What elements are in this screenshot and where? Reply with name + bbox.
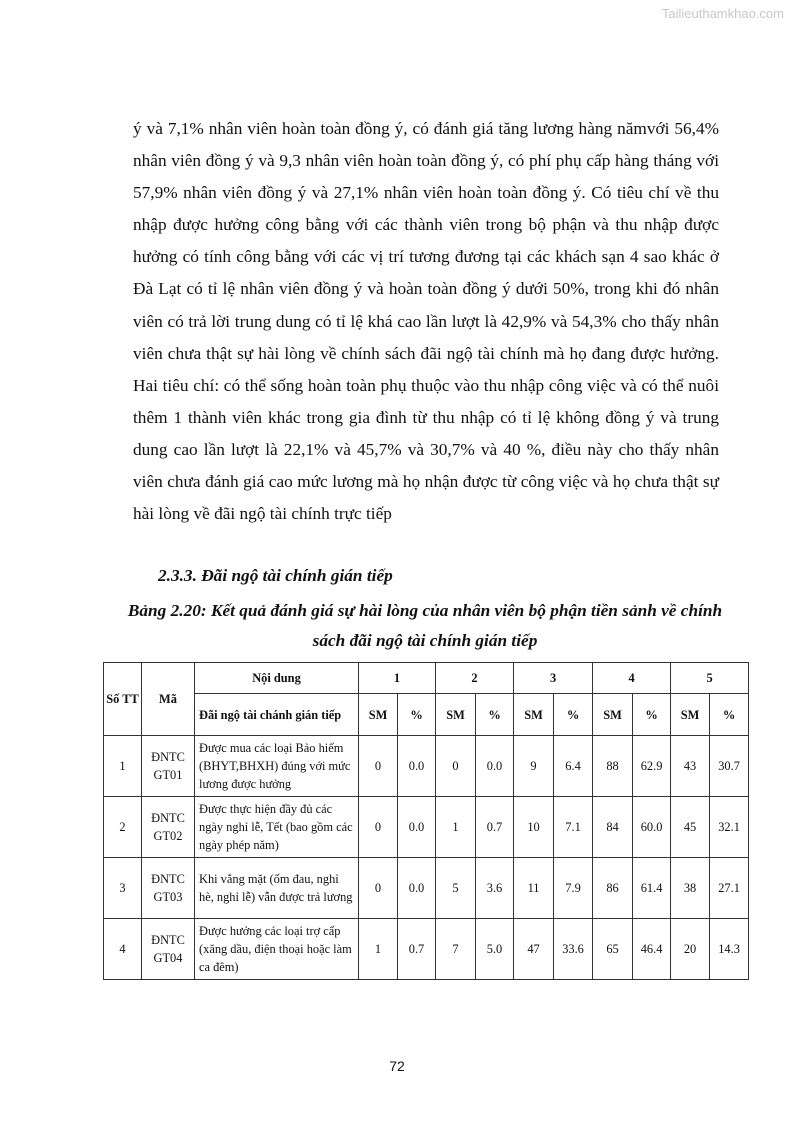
header-pct: % xyxy=(710,694,749,736)
table-subheader-row xyxy=(104,694,749,736)
cell-pct: 7.1 xyxy=(554,797,593,858)
cell-pct: 32.1 xyxy=(710,797,749,858)
table-body xyxy=(104,663,749,980)
cell-pct: 30.7 xyxy=(710,736,749,797)
cell-pct: 27.1 xyxy=(710,858,749,919)
header-level: 1 xyxy=(359,663,436,694)
table-row xyxy=(104,797,749,858)
header-sm: SM xyxy=(514,694,554,736)
table-row xyxy=(104,919,749,980)
cell-ma: ĐNTC GT03 xyxy=(142,858,195,919)
header-pct: % xyxy=(554,694,593,736)
header-pct: % xyxy=(476,694,514,736)
header-sm: SM xyxy=(436,694,476,736)
cell-sm: 5 xyxy=(436,858,476,919)
watermark: Tailieuthamkhao.com xyxy=(661,6,784,21)
table-row xyxy=(104,736,749,797)
header-stt: Số TT xyxy=(104,663,142,736)
header-sm: SM xyxy=(671,694,710,736)
header-noidung: Nội dung xyxy=(195,663,359,694)
cell-pct: 0.7 xyxy=(398,919,436,980)
cell-pct: 14.3 xyxy=(710,919,749,980)
table-header-row xyxy=(104,663,749,694)
cell-pct: 0.0 xyxy=(398,797,436,858)
header-pct: % xyxy=(633,694,671,736)
cell-sm: 0 xyxy=(436,736,476,797)
cell-pct: 0.0 xyxy=(398,858,436,919)
cell-sm: 1 xyxy=(359,919,398,980)
results-table xyxy=(103,662,749,980)
cell-pct: 61.4 xyxy=(633,858,671,919)
cell-sm: 88 xyxy=(593,736,633,797)
cell-sm: 45 xyxy=(671,797,710,858)
cell-pct: 3.6 xyxy=(476,858,514,919)
header-pct: % xyxy=(398,694,436,736)
body-paragraph: ý và 7,1% nhân viên hoàn toàn đồng ý, có đánh giá tăng lương hàng nămvới 56,4% nhân viên đồng ý và 9,3 nhân viên hoàn toàn đồng ý, có phí phụ cấp hàng tháng với 57,9% nhân viên đồng ý và 27,1% nhân viên hoàn toàn đồng ý. Có tiêu chí về thu nhập được hưởng công bằng với các thành viên trong bộ phận và thu nhập được hưởng có tính công bằng với các vị trí tương đương tại các khách sạn 4 sao khác ở Đà Lạt có tỉ lệ nhân viên đồng ý và hoàn toàn đồng ý dưới 50%, trong khi đó nhân viên có trả lời trung dung có tỉ lệ khá cao lần lượt là 42,9% và 54,3% cho thấy nhân viên chưa thật sự hài lòng về chính sách đãi ngộ tài chính mà họ đang được hưởng. Hai tiêu chí: có thể sống hoàn toàn phụ thuộc vào thu nhập công việc và có thể nuôi thêm 1 thành viên khác trong gia đình từ thu nhập có tỉ lệ không đồng ý và trung dung cao lần lượt là 22,1% và 45,7% và 30,7% và 40 %, điều này cho thấy nhân viên chưa đánh giá cao mức lương mà họ nhận được từ công việc và họ chưa thật sự hài lòng về đãi ngộ tài chính trực tiếp xyxy=(133,119,719,524)
cell-pct: 0.0 xyxy=(476,736,514,797)
cell-sm: 47 xyxy=(514,919,554,980)
cell-content: Được mua các loại Bảo hiểm (BHYT,BHXH) đúng với mức lương được hưởng xyxy=(195,736,359,797)
cell-pct: 6.4 xyxy=(554,736,593,797)
cell-ma: ĐNTC GT02 xyxy=(142,797,195,858)
section-heading: 2.3.3. Đãi ngộ tài chính gián tiếp xyxy=(158,566,393,585)
header-ma: Mã xyxy=(142,663,195,736)
header-level: 2 xyxy=(436,663,514,694)
cell-stt: 1 xyxy=(104,736,142,797)
cell-sm: 0 xyxy=(359,858,398,919)
header-sub-content: Đãi ngộ tài chánh gián tiếp xyxy=(195,694,359,736)
cell-sm: 0 xyxy=(359,797,398,858)
cell-stt: 3 xyxy=(104,858,142,919)
cell-ma: ĐNTC GT04 xyxy=(142,919,195,980)
page-number: 72 xyxy=(389,1058,405,1074)
cell-sm: 7 xyxy=(436,919,476,980)
cell-pct: 0.0 xyxy=(398,736,436,797)
cell-sm: 1 xyxy=(436,797,476,858)
cell-sm: 20 xyxy=(671,919,710,980)
cell-sm: 11 xyxy=(514,858,554,919)
cell-content: Khi vắng mặt (ốm đau, nghỉ hè, nghỉ lễ) vẫn được trả lương xyxy=(195,858,359,919)
cell-ma: ĐNTC GT01 xyxy=(142,736,195,797)
cell-pct: 7.9 xyxy=(554,858,593,919)
cell-pct: 5.0 xyxy=(476,919,514,980)
header-sm: SM xyxy=(593,694,633,736)
cell-pct: 0.7 xyxy=(476,797,514,858)
cell-stt: 2 xyxy=(104,797,142,858)
cell-sm: 65 xyxy=(593,919,633,980)
cell-pct: 62.9 xyxy=(633,736,671,797)
cell-pct: 33.6 xyxy=(554,919,593,980)
header-level: 5 xyxy=(671,663,749,694)
cell-pct: 46.4 xyxy=(633,919,671,980)
cell-sm: 0 xyxy=(359,736,398,797)
cell-content: Được hưởng các loại trợ cấp (xăng dầu, điện thoại hoặc làm ca đêm) xyxy=(195,919,359,980)
table-caption: Bảng 2.20: Kết quả đánh giá sự hài lòng của nhân viên bộ phận tiền sảnh về chính sách đãi ngộ tài chính gián tiếp xyxy=(127,601,723,650)
cell-stt: 4 xyxy=(104,919,142,980)
header-level: 3 xyxy=(514,663,593,694)
cell-sm: 86 xyxy=(593,858,633,919)
cell-sm: 43 xyxy=(671,736,710,797)
cell-content: Được thực hiện đầy đủ các ngày nghỉ lễ, Tết (bao gồm các ngày phép năm) xyxy=(195,797,359,858)
cell-pct: 60.0 xyxy=(633,797,671,858)
table-row xyxy=(104,858,749,919)
cell-sm: 84 xyxy=(593,797,633,858)
cell-sm: 10 xyxy=(514,797,554,858)
cell-sm: 9 xyxy=(514,736,554,797)
header-level: 4 xyxy=(593,663,671,694)
cell-sm: 38 xyxy=(671,858,710,919)
header-sm: SM xyxy=(359,694,398,736)
